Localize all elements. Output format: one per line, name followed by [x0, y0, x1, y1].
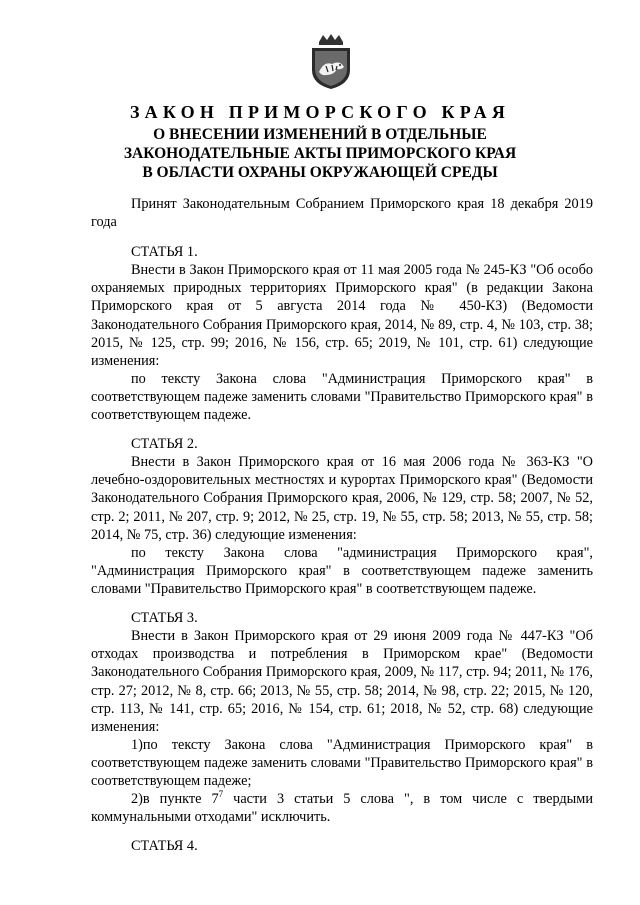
article-3-heading: СТАТЬЯ 3. [131, 610, 198, 626]
article-2-change: по тексту Закона слова "администрация Приморского края", "Администрация Приморского края" в соответствующем падеже заменить словами "Правительство Приморского края" в соответствующем падеже. [91, 545, 593, 598]
article-3-item-1: 1)по тексту Закона слова "Администрация Приморского края" в соответствующем падеже заменить словами "Правительство Приморского края" в соответствующем падеже; [91, 737, 593, 790]
article-3-item-2 [91, 790, 593, 826]
law-subtitle-line-1: О ВНЕСЕНИИ ИЗМЕНЕНИЙ В ОТДЕЛЬНЫЕ [153, 126, 487, 143]
article-1-heading: СТАТЬЯ 1. [131, 244, 198, 260]
law-title: ЗАКОН ПРИМОРСКОГО КРАЯ [129, 102, 511, 122]
law-subtitle-line-3: В ОБЛАСТИ ОХРАНЫ ОКРУЖАЮЩЕЙ СРЕДЫ [142, 164, 498, 181]
article-1-change: по тексту Закона слова "Администрация Приморского края" в соответствующем падеже заменить словами "Правительство Приморского края" в соответствующем падеже. [91, 371, 593, 424]
article-3-item-2-end: части 3 статьи 5 слова ", в том числе с твердыми коммунальными отходами" исключить. [91, 791, 593, 826]
article-2-heading: СТАТЬЯ 2. [131, 436, 198, 452]
article-4-heading: СТАТЬЯ 4. [131, 838, 198, 854]
article-3-intro: Внести в Закон Приморского края от 29 июня 2009 года № 447-КЗ "Об отходах производства и потребления в Приморском крае" (Ведомости Законодательного Собрания Приморского края, 2009, № 117, стр. 94; 2011, № 176, стр. 27; 2012, № 8, стр. 66; 2013, № 55, стр. 58; 2014, № 98, стр. 22; 2015, № 120, стр. 113, № 141, стр. 65; 2016, № 154, стр. 61; 2018, № 52, стр. 68) следующие изменения: [91, 628, 593, 736]
primorsky-coat-of-arms-icon [310, 34, 352, 90]
article-3-item-2-start: 2)в пункте 7 [131, 791, 219, 807]
article-2-intro: Внести в Закон Приморского края от 16 мая 2006 года № 363-КЗ "О лечебно-оздоровительных местностях и курортах Приморского края" (Ведомости Законодательного Собрания Приморского края, 2006, № 129, стр. 58; 2007, № 52, стр. 2; 2011, № 207, стр. 9; 2012, № 25, стр. 19, № 55, стр. 58; 2013, № 55, стр. 58; 2014, № 75, стр. 36) следующие изменения: [91, 454, 593, 543]
article-3-item-2-superscript: 7 [218, 789, 224, 800]
law-subtitle-line-2: ЗАКОНОДАТЕЛЬНЫЕ АКТЫ ПРИМОРСКОГО КРАЯ [123, 145, 517, 162]
adoption-note: Принят Законодательным Собранием Приморского края 18 декабря 2019 года [91, 196, 593, 231]
article-1-intro: Внести в Закон Приморского края от 11 мая 2005 года № 245-КЗ "Об особо охраняемых природных территориях Приморского края" (в редакции Закона Приморского края от 5 августа 2014 года № 450-КЗ) (Ведомости Законодательного Собрания Приморского края, 2014, № 89, стр. 4, № 103, стр. 38; 2015, № 125, стр. 99; 2016, № 156, стр. 65; 2019, № 101, стр. 61) следующие изменения: [91, 262, 593, 370]
